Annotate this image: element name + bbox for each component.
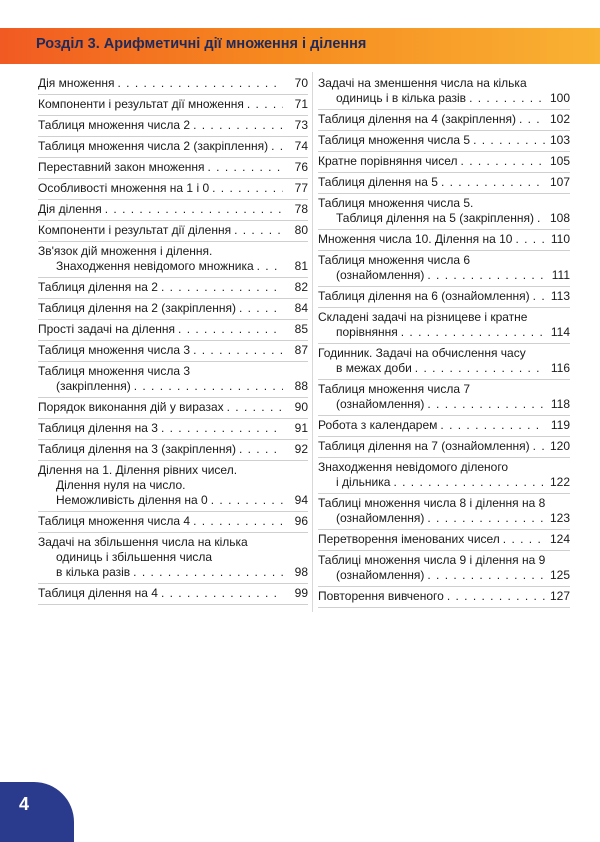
toc-entry-title: Складені задачі на різницеве і кратне (318, 310, 528, 324)
toc-dot-leader (193, 118, 283, 133)
toc-entry-title: Множення числа 10. Ділення на 10 (318, 232, 513, 246)
toc-entry-line (318, 346, 570, 361)
toc-dot-leader (427, 268, 545, 283)
toc-entry[interactable] (318, 310, 570, 346)
toc-entry-title: Таблиця множення числа 5 (318, 133, 471, 147)
toc-entry[interactable] (38, 97, 308, 118)
toc-entry-title: Робота з календарем (318, 418, 438, 432)
toc-entry-title: Таблиця множення числа 3 (38, 343, 191, 357)
toc-entry[interactable] (38, 139, 308, 160)
toc-page-number: 94 (294, 493, 308, 507)
toc-entry[interactable] (38, 223, 308, 244)
toc-dot-leader (503, 532, 545, 547)
toc-dot-leader (193, 343, 283, 358)
toc-page-number: 119 (550, 418, 570, 432)
toc-entry-line (318, 589, 570, 604)
toc-entry-title: (закріплення) (56, 379, 131, 393)
toc-page-number: 78 (294, 202, 308, 216)
toc-page-number: 88 (294, 379, 308, 393)
toc-entry[interactable] (318, 460, 570, 496)
toc-entry-line (38, 364, 308, 379)
toc-dot-leader (427, 568, 545, 583)
toc-entry-title: одиниць і збільшення числа (56, 550, 213, 564)
toc-entry-title: Таблиця множення числа 2 (38, 118, 191, 132)
toc-entry-line (38, 535, 308, 550)
toc-dot-leader (469, 91, 545, 106)
toc-page-number: 91 (294, 421, 308, 435)
toc-entry-title: Знаходження невідомого множника (56, 259, 254, 273)
toc-entry-line (318, 439, 570, 454)
toc-entry-line (38, 343, 308, 358)
toc-dot-leader (271, 139, 283, 154)
toc-dot-leader (401, 325, 545, 340)
toc-entry-line (318, 268, 570, 283)
toc-entry[interactable] (38, 421, 308, 442)
toc-entry-line (318, 76, 570, 91)
toc-entry[interactable] (38, 322, 308, 343)
toc-entry[interactable] (318, 496, 570, 532)
toc-entry-line (318, 532, 570, 547)
toc-dot-leader (212, 181, 283, 196)
toc-dot-leader (118, 76, 284, 91)
toc-entry[interactable] (38, 301, 308, 322)
toc-dot-leader (447, 589, 545, 604)
toc-page-number: 107 (549, 175, 570, 189)
toc-entry-title: Дія множення (38, 76, 115, 90)
toc-dot-leader (208, 160, 284, 175)
toc-entry-title: Таблиця ділення на 2 (закріплення) (38, 301, 236, 315)
toc-entry-line (38, 550, 308, 565)
toc-entry-title: Компоненти і результат дії множення (38, 97, 244, 111)
toc-dot-leader (239, 442, 283, 457)
toc-entry-title: в кілька разів (56, 565, 131, 579)
toc-page-number: 73 (294, 118, 308, 132)
toc-entry-line (38, 586, 308, 601)
toc-entry-title: Задачі на збільшення числа на кілька (38, 535, 248, 549)
toc-entry-title: Таблиця множення числа 6 (318, 253, 471, 267)
toc-entry-line (318, 289, 570, 304)
toc-dot-leader (537, 211, 545, 226)
toc-page-number: 110 (550, 232, 570, 246)
toc-entry-line (318, 133, 570, 148)
toc-entry-title: (ознайомлення) (336, 397, 425, 411)
toc-entry-title: Повторення вивченого (318, 589, 444, 603)
toc-right-column (318, 76, 570, 610)
toc-entry[interactable] (318, 154, 570, 175)
toc-entry-title: порівняння (336, 325, 398, 339)
toc-page-number: 102 (549, 112, 570, 126)
toc-page-number: 118 (550, 397, 570, 411)
toc-entry[interactable] (318, 289, 570, 310)
toc-entry[interactable] (318, 253, 570, 289)
toc-entry-title: Таблиця ділення на 5 (закріплення) (336, 211, 534, 225)
toc-page-number: 113 (550, 289, 570, 303)
toc-entry-line (38, 118, 308, 133)
toc-entry[interactable] (318, 133, 570, 154)
toc-entry[interactable] (38, 181, 308, 202)
toc-entry[interactable] (318, 382, 570, 418)
toc-entry[interactable] (318, 175, 570, 196)
toc-entry[interactable] (318, 346, 570, 382)
toc-entry-line (38, 442, 308, 457)
toc-entry-title: Таблиця множення числа 4 (38, 514, 191, 528)
toc-entry-line (318, 418, 570, 433)
toc-entry-line (318, 568, 570, 583)
toc-entry-title: Дія ділення (38, 202, 102, 216)
toc-entry-line (38, 463, 308, 478)
toc-entry[interactable] (38, 586, 308, 607)
toc-entry[interactable] (318, 589, 570, 610)
toc-entry-title: Таблиця ділення на 2 (38, 280, 158, 294)
toc-entry-line (318, 397, 570, 412)
toc-dot-leader (161, 280, 283, 295)
toc-entry-line (318, 211, 570, 226)
toc-entry-line (318, 154, 570, 169)
toc-entry-line (318, 496, 570, 511)
toc-page-number: 127 (549, 589, 570, 603)
toc-entry-title: Кратне порівняння чисел (318, 154, 458, 168)
toc-entry-line (38, 478, 308, 493)
toc-entry[interactable] (318, 532, 570, 553)
toc-entry[interactable] (38, 160, 308, 181)
toc-dot-leader (473, 133, 545, 148)
toc-dot-leader (105, 202, 283, 217)
toc-entry-title: Знаходження невідомого діленого (318, 460, 509, 474)
toc-entry[interactable] (38, 202, 308, 223)
toc-entry-title: Таблиця ділення на 6 (ознайомлення) (318, 289, 530, 303)
toc-entry-line (318, 175, 570, 190)
toc-page-number: 84 (294, 301, 308, 315)
toc-entry-title: (ознайомлення) (336, 568, 425, 582)
toc-entry-title: Таблиця ділення на 5 (318, 175, 438, 189)
toc-entry-title: одиниць і в кілька разів (336, 91, 467, 105)
toc-dot-leader (441, 175, 545, 190)
toc-entry-line (38, 421, 308, 436)
toc-entry-line (318, 361, 570, 376)
toc-entry-title: (ознайомлення) (336, 268, 425, 282)
toc-dot-leader (234, 223, 283, 238)
toc-entry-title: Ділення на 1. Ділення рівних чисел. (38, 463, 238, 477)
toc-page-number: 87 (294, 343, 308, 357)
toc-page-number: 82 (294, 280, 308, 294)
toc-entry-line (38, 379, 308, 394)
toc-entry-title: Таблиця ділення на 3 (закріплення) (38, 442, 236, 456)
toc-page-number: 80 (294, 223, 308, 237)
toc-entry[interactable] (318, 439, 570, 460)
toc-dot-leader (134, 379, 283, 394)
toc-dot-leader (440, 418, 545, 433)
toc-page-number: 120 (549, 439, 570, 453)
toc-dot-leader (178, 322, 283, 337)
toc-entry-line (38, 202, 308, 217)
toc-dot-leader (239, 301, 283, 316)
toc-entry-title: Неможливість ділення на 0 (56, 493, 208, 507)
toc-dot-leader (161, 586, 283, 601)
toc-entry[interactable] (38, 244, 308, 280)
toc-entry-line (38, 514, 308, 529)
toc-entry-line (38, 244, 308, 259)
toc-dot-leader (393, 475, 545, 490)
toc-entry-line (38, 493, 308, 508)
toc-entry-title: Задачі на зменшення числа на кілька (318, 76, 527, 90)
toc-dot-leader (227, 400, 283, 415)
toc-entry-line (318, 232, 570, 247)
toc-entry[interactable] (38, 514, 308, 535)
toc-entry-line (318, 382, 570, 397)
toc-page-number: 70 (294, 76, 308, 90)
toc-page-number: 92 (294, 442, 308, 456)
section-title: Розділ 3. Арифметичні дії множення і ділення (36, 36, 367, 52)
toc-entry-title: Порядок виконання дій у виразах (38, 400, 224, 414)
toc-page-number: 123 (549, 511, 570, 525)
toc-dot-leader (257, 259, 283, 274)
page-number-badge (0, 782, 74, 842)
toc-entry-line (318, 253, 570, 268)
toc-entry-title: в межах доби (336, 361, 412, 375)
toc-entry[interactable] (38, 400, 308, 421)
toc-entry[interactable] (38, 535, 308, 586)
section-header-bar (0, 28, 600, 64)
toc-page-number: 81 (294, 259, 308, 273)
toc-entry[interactable] (38, 364, 308, 400)
toc-entry[interactable] (318, 76, 570, 112)
toc-entry-line (38, 223, 308, 238)
toc-dot-leader (427, 397, 545, 412)
toc-entry-title: Таблиця множення числа 7 (318, 382, 471, 396)
toc-page-number: 105 (549, 154, 570, 168)
toc-entry[interactable] (38, 280, 308, 301)
toc-entry[interactable] (38, 343, 308, 364)
toc-page-number: 100 (549, 91, 570, 105)
toc-entry-line (38, 76, 308, 91)
toc-page-number: 103 (549, 133, 570, 147)
toc-entry-line (318, 460, 570, 475)
toc-entry-title: Таблиці множення числа 8 і ділення на 8 (318, 496, 546, 510)
toc-page-number: 111 (551, 268, 570, 282)
toc-page-number: 90 (294, 400, 308, 414)
toc-entry-title: Таблиця ділення на 7 (ознайомлення) (318, 439, 530, 453)
toc-entry-title: Таблиця множення числа 3 (38, 364, 191, 378)
toc-page-number: 108 (549, 211, 570, 225)
toc-entry-line (38, 139, 308, 154)
toc-dot-leader (133, 565, 283, 580)
toc-entry-title: Переставний закон множення (38, 160, 205, 174)
toc-entry-line (318, 196, 570, 211)
toc-page-number: 125 (549, 568, 570, 582)
toc-page-number: 77 (294, 181, 308, 195)
toc-page-number: 76 (294, 160, 308, 174)
toc-entry-title: Таблиця множення числа 5. (318, 196, 474, 210)
toc-dot-leader (415, 361, 545, 376)
toc-dot-leader (161, 421, 283, 436)
toc-dot-leader (193, 514, 283, 529)
toc-entry-line (38, 97, 308, 112)
toc-page-number: 85 (294, 322, 308, 336)
toc-entry-title: Компоненти і результат дії ділення (38, 223, 232, 237)
toc-dot-leader (533, 289, 545, 304)
toc-page-number: 99 (294, 586, 308, 600)
toc-entry-line (38, 160, 308, 175)
toc-dot-leader (211, 493, 283, 508)
toc-page-number: 96 (294, 514, 308, 528)
toc-entry-title: Годинник. Задачі на обчислення часу (318, 346, 526, 360)
toc-entry[interactable] (38, 76, 308, 97)
toc-entry[interactable] (318, 553, 570, 589)
toc-entry[interactable] (38, 463, 308, 514)
toc-dot-leader (461, 154, 545, 169)
toc-entry-line (318, 553, 570, 568)
toc-page-number: 114 (550, 325, 570, 339)
toc-entry-title: Перетворення іменованих чисел (318, 532, 500, 546)
toc-entry-line (38, 280, 308, 295)
toc-dot-leader (519, 112, 545, 127)
toc-entry-title: Таблиця ділення на 4 (38, 586, 158, 600)
toc-entry-title: Таблиці множення числа 9 і ділення на 9 (318, 553, 546, 567)
toc-page-number: 124 (549, 532, 570, 546)
toc-entry-title: Зв'язок дій множення і ділення. (38, 244, 213, 258)
toc-entry-title: Особливості множення на 1 і 0 (38, 181, 210, 195)
toc-entry-title: і дільника (336, 475, 391, 489)
page-number: 4 (19, 794, 30, 814)
toc-left-column (38, 76, 308, 607)
toc-entry[interactable] (318, 232, 570, 253)
toc-entry-title: Таблиця ділення на 3 (38, 421, 158, 435)
toc-page-number: 122 (549, 475, 570, 489)
toc-entry-line (318, 511, 570, 526)
toc-page-number: 98 (294, 565, 308, 579)
toc-entry-title: Прості задачі на ділення (38, 322, 176, 336)
toc-entry-line (38, 259, 308, 274)
toc-entry-line (318, 310, 570, 325)
toc-entry[interactable] (318, 196, 570, 232)
toc-entry[interactable] (38, 118, 308, 139)
column-divider (312, 72, 313, 612)
toc-entry-line (318, 325, 570, 340)
toc-entry-title: (ознайомлення) (336, 511, 425, 525)
toc-entry-line (38, 565, 308, 580)
toc-entry-line (318, 475, 570, 490)
toc-page-number: 71 (294, 97, 308, 111)
toc-page-number: 74 (294, 139, 308, 153)
toc-entry-line (38, 322, 308, 337)
toc-entry-title: Ділення нуля на число. (56, 478, 186, 492)
toc-entry[interactable] (38, 442, 308, 463)
toc-entry-title: Таблиця множення числа 2 (закріплення) (38, 139, 269, 153)
toc-dot-leader (247, 97, 283, 112)
toc-entry-line (38, 400, 308, 415)
toc-dot-leader (533, 439, 545, 454)
toc-entry-line (38, 181, 308, 196)
toc-dot-leader (427, 511, 545, 526)
toc-dot-leader (515, 232, 545, 247)
toc-page-number: 116 (550, 361, 570, 375)
toc-entry-line (38, 301, 308, 316)
toc-entry-title: Таблиця ділення на 4 (закріплення) (318, 112, 516, 126)
toc-entry[interactable] (318, 112, 570, 133)
toc-entry[interactable] (318, 418, 570, 439)
toc-entry-line (318, 112, 570, 127)
toc-entry-line (318, 91, 570, 106)
